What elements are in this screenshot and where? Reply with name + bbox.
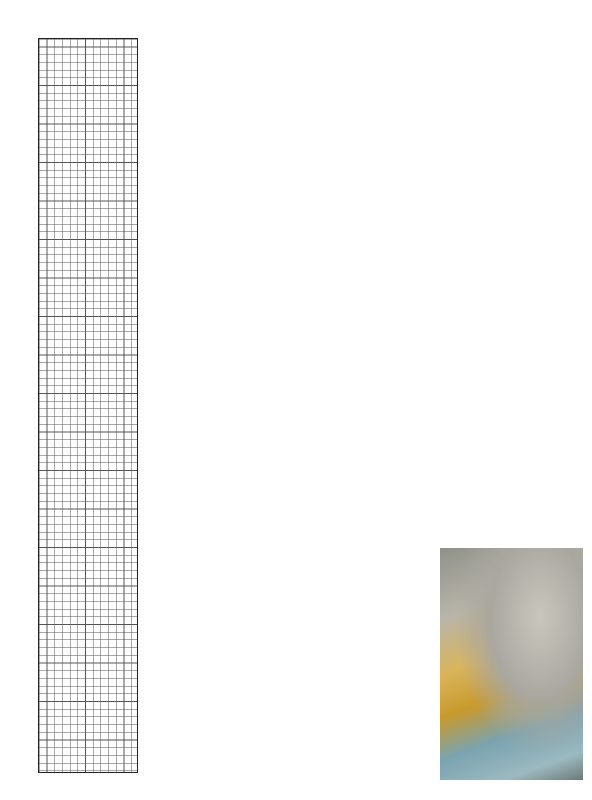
column-1 — [166, 43, 436, 51]
knitted-shawl-photo — [440, 548, 583, 780]
chart-grid — [38, 38, 138, 773]
knitting-chart — [38, 38, 138, 773]
